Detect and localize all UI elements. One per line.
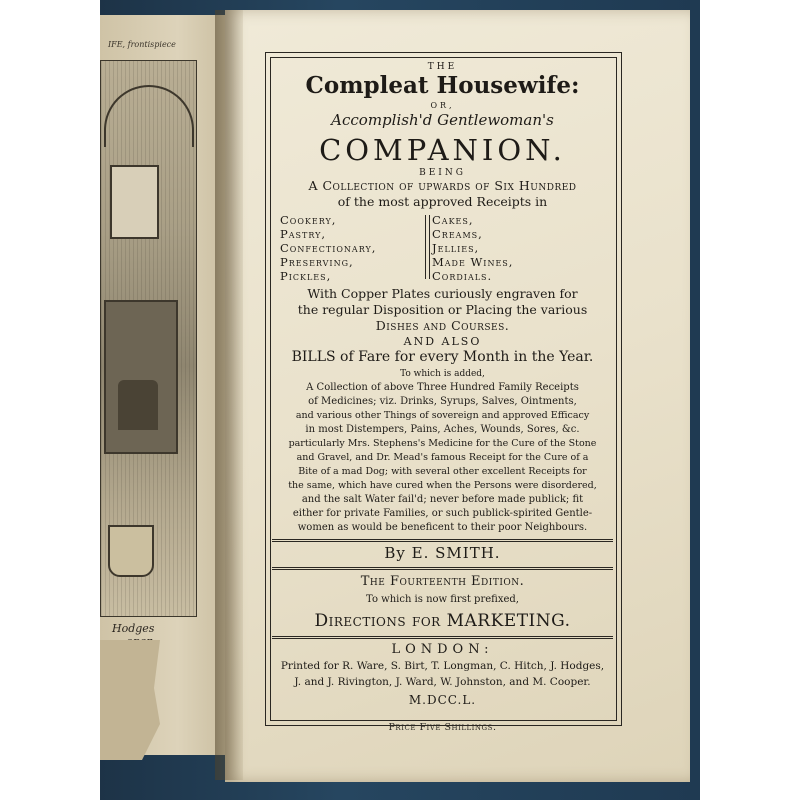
rule-below-author xyxy=(272,567,613,570)
receipts-line: particularly Mrs. Stephens's Medicine for the Cure of the Stone xyxy=(288,438,597,449)
receipts-line: and the salt Water fail'd; never before made publick; fit xyxy=(301,494,584,505)
main-title: Compleat Housewife: xyxy=(305,72,580,99)
category-item: Cordials. xyxy=(432,269,493,283)
price-line: Price Five Shillings. xyxy=(388,722,497,733)
receipts-line: the same, which have cured when the Persons were disordered, xyxy=(288,480,597,491)
bills-of-fare: BILLS of Fare for every Month in the Year. xyxy=(291,349,594,365)
receipts-line: and various other Things of sovereign and approved Efficacy xyxy=(295,410,590,421)
receipts-line: either for private Families, or such publick-spirited Gentle- xyxy=(292,508,593,519)
receipt-categories xyxy=(280,213,610,283)
copper-line-3: Dishes and Courses. xyxy=(375,318,510,333)
category-item: Preserving, xyxy=(280,255,354,269)
category-item: Made Wines, xyxy=(432,255,514,269)
companion-heading: COMPANION. xyxy=(319,133,566,167)
collection-line-1: A Collection of upwards of Six Hundred xyxy=(308,178,577,193)
engraving-fireplace xyxy=(104,300,178,454)
author-line: By E. SMITH. xyxy=(384,544,501,562)
receipts-line: Bite of a mad Dog; with several other excellent Receipts for xyxy=(298,466,587,477)
categories-left-column xyxy=(280,213,420,283)
torn-page-edge xyxy=(100,640,160,760)
receipts-line: and Gravel, and Dr. Mead's famous Receipt for the Cure of a xyxy=(296,452,589,463)
book-spine-shadow xyxy=(215,10,243,780)
receipts-line: in most Distempers, Pains, Aches, Wounds, Sores, &c. xyxy=(305,424,580,435)
copper-line-2: the regular Disposition or Placing the various xyxy=(297,302,588,317)
copper-line-1: With Copper Plates curiously engraven for xyxy=(307,286,578,301)
category-item: Creams, xyxy=(432,227,483,241)
categories-right-column xyxy=(432,213,602,283)
column-divider xyxy=(425,215,430,279)
rule-above-imprint xyxy=(272,636,613,639)
imprint-line-1: Printed for R. Ware, S. Birt, T. Longman, C. Hitch, J. Hodges, xyxy=(280,660,605,672)
rule-above-author xyxy=(272,539,613,542)
subtitle: Accomplish'd Gentlewoman's xyxy=(331,111,554,129)
category-item: Cakes, xyxy=(432,213,474,227)
prefixed-line: To which is now first prefixed, xyxy=(366,594,519,605)
engraving-fire xyxy=(118,380,158,430)
directions-for-marketing: Directions for MARKETING. xyxy=(314,611,571,631)
category-item: Pastry, xyxy=(280,227,327,241)
title-the: THE xyxy=(427,62,458,72)
receipts-line: A Collection of above Three Hundred Family Receipts xyxy=(306,382,579,393)
receipts-line: women as would be beneficent to their poor Neighbours. xyxy=(297,522,588,533)
being-line: BEING xyxy=(419,168,466,178)
frontispiece-caption: IFE, frontispiece xyxy=(108,40,176,49)
receipts-line: of Medicines; viz. Drinks, Syrups, Salves, Ointments, xyxy=(308,396,577,407)
edition-line: The Fourteenth Edition. xyxy=(360,574,525,589)
to-which-added: To which is added, xyxy=(400,369,485,379)
imprint-year: M.DCC.L. xyxy=(408,693,477,707)
imprint-london: LONDON: xyxy=(391,642,494,657)
title-or: OR, xyxy=(430,101,455,110)
engraving-pot xyxy=(108,525,154,577)
engraving-wall-picture xyxy=(110,165,159,239)
category-item: Confectionary, xyxy=(280,241,377,255)
category-item: Cookery, xyxy=(280,213,337,227)
collection-line-2: of the most approved Receipts in xyxy=(337,194,548,209)
frontispiece-bottom-line1: Hodges xyxy=(112,622,155,635)
imprint-line-2: J. and J. Rivington, J. Ward, W. Johnston, and M. Cooper. xyxy=(294,676,591,688)
category-item: Pickles, xyxy=(280,269,332,283)
category-item: Jellies, xyxy=(432,241,480,255)
and-also: AND ALSO xyxy=(403,335,482,348)
